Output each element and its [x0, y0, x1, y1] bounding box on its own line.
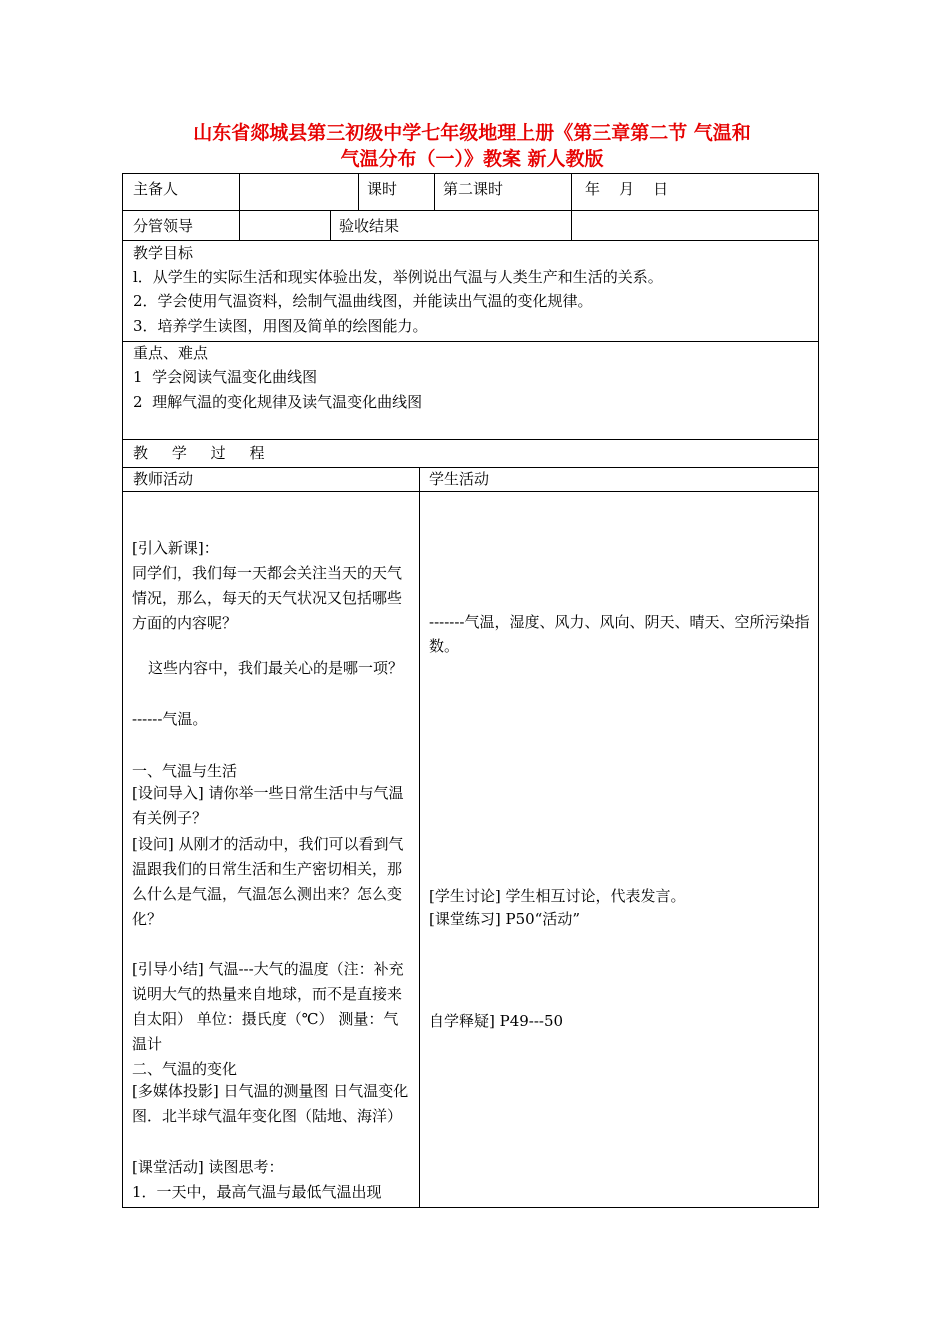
keypoint-item: 1 学会阅读气温变化曲线图 — [133, 368, 318, 386]
student-paragraph: 自学释疑] P49---50 — [429, 1012, 564, 1030]
period-value: 第二课时 — [443, 180, 504, 198]
title-line-2: 气温分布（一）》教案 新人教版 — [340, 148, 604, 170]
teacher-paragraph: 二、气温的变化 — [132, 1060, 238, 1078]
keypoints-heading: 重点、难点 — [133, 344, 209, 362]
teacher-paragraph: 同学们，我们每一天都会关注当天的天气情况，那么，每天的天气状况又包括哪些方面的内容呢？ — [132, 564, 403, 632]
period-label: 课时 — [367, 180, 398, 198]
teacher-paragraph: [引导小结] 气温---大气的温度（注：补充说明大气的热量来自地球，而不是直接来自太阳） 单位：摄氏度（℃） 测量：气温计 — [132, 960, 404, 1053]
teacher-activity-label: 教师活动 — [133, 470, 194, 488]
keypoint-item: 2 理解气温的变化规律及读气温变化曲线图 — [133, 393, 423, 411]
row-divider — [123, 210, 818, 211]
col-divider — [239, 174, 240, 240]
preparer-label: 主备人 — [133, 180, 179, 198]
col-divider — [434, 174, 435, 210]
document-title — [122, 120, 822, 172]
objective-item: l．从学生的实际生活和现实体验出发，举例说出气温与人类生产和生活的关系。 — [133, 268, 663, 286]
teacher-paragraph: [课堂活动] 读图思考： — [132, 1158, 284, 1176]
student-paragraph: [学生讨论] 学生相互讨论，代表发言。 — [429, 887, 686, 905]
student-paragraph: [课堂练习] P50“活动” — [429, 910, 580, 928]
objective-item: 3．培养学生读图，用图及简单的绘图能力。 — [133, 317, 428, 335]
teacher-paragraph: 一、气温与生活 — [132, 762, 238, 780]
col-divider — [419, 467, 420, 1208]
row-divider — [123, 240, 818, 241]
teacher-paragraph: [设问导入] 请你举一些日常生活中与气温有关例子？ — [132, 784, 404, 827]
teacher-paragraph: [多媒体投影] 日气温的测量图 日气温变化图．北半球气温年变化图（陆地、海洋） — [132, 1082, 409, 1125]
objectives-heading: 教学目标 — [133, 244, 194, 262]
process-heading: 教 学 过 程 — [133, 444, 265, 462]
row-divider — [123, 439, 818, 440]
objective-item: 2．学会使用气温资料，绘制气温曲线图，并能读出气温的变化规律。 — [133, 292, 593, 310]
lesson-plan-table — [122, 173, 819, 1208]
teacher-paragraph: [设问] 从刚才的活动中，我们可以看到气温跟我们的日常生活和生产密切相关，那么什么是气温，气温怎么测出来？怎么变化？ — [132, 835, 404, 928]
teacher-paragraph: 1．一天中，最高气温与最低气温出现 — [132, 1183, 382, 1201]
teacher-paragraph: [引入新课]： — [132, 539, 219, 557]
row-divider — [123, 491, 818, 492]
date-label: 年 月 日 — [585, 180, 669, 198]
title-line-1: 山东省郯城县第三初级中学七年级地理上册《第三章第二节 气温和 — [193, 122, 751, 144]
col-divider — [571, 174, 572, 240]
student-paragraph: -------气温，湿度、风力、风向、阴天、晴天、空所污染指 — [429, 613, 810, 631]
row-divider — [123, 341, 818, 342]
col-divider — [330, 210, 331, 240]
student-paragraph: 数。 — [429, 637, 460, 655]
col-divider — [358, 174, 359, 210]
student-activity-label: 学生活动 — [429, 470, 490, 488]
leader-label: 分管领导 — [133, 217, 194, 235]
teacher-paragraph: ------气温。 — [132, 710, 208, 728]
teacher-paragraph: 这些内容中，我们最关心的是哪一项？ — [148, 659, 404, 677]
result-label: 验收结果 — [339, 217, 400, 235]
